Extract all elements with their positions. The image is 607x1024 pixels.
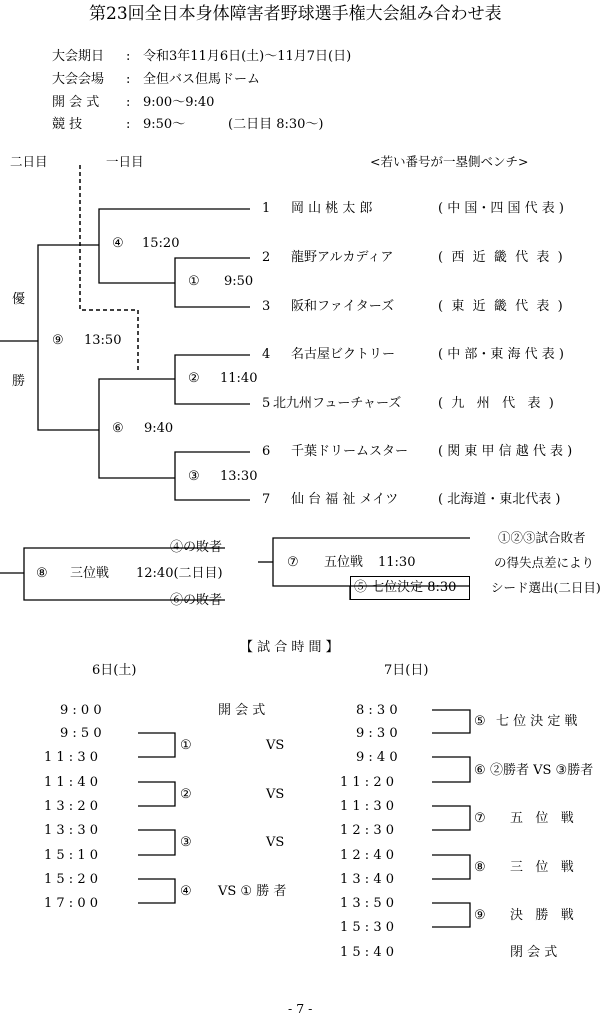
day2-game-desc: ②勝者 VS ③勝者 bbox=[490, 763, 594, 778]
team-number: 3 bbox=[262, 299, 271, 314]
day2-game-id: ⑦ bbox=[474, 811, 486, 826]
day1-game-desc: VS bbox=[266, 738, 285, 753]
game-id: ② bbox=[188, 371, 200, 386]
time-slot: 1 1 : 4 0 bbox=[44, 775, 98, 790]
info-value-play: 9:50〜 bbox=[143, 117, 186, 132]
info-label-opening: 開 会 式 bbox=[52, 95, 100, 110]
time-slot: 1 5 : 3 0 bbox=[340, 920, 394, 935]
time-slot: 1 3 : 4 0 bbox=[340, 872, 394, 887]
game-id: ③ bbox=[188, 469, 200, 484]
third-place-time: 12:40(二日目) bbox=[136, 566, 223, 581]
team-number: 4 bbox=[262, 347, 271, 362]
day1-game-desc: VS ① 勝 者 bbox=[218, 884, 287, 899]
time-slot: 1 7 : 0 0 bbox=[44, 896, 98, 911]
time-slot: 8 : 3 0 bbox=[356, 703, 398, 718]
info-colon: : bbox=[126, 72, 131, 87]
team-name: 千葉ドリームスター bbox=[291, 444, 409, 459]
day2-game-desc: 五 位 戦 bbox=[510, 811, 574, 826]
team-number: 1 bbox=[262, 201, 271, 216]
day1-label: 一日目 bbox=[106, 154, 144, 169]
bench-note: <若い番号が一塁側ベンチ> bbox=[370, 154, 529, 169]
time-slot: 1 2 : 3 0 bbox=[340, 823, 394, 838]
info-value-opening: 9:00〜9:40 bbox=[143, 95, 215, 110]
team-region: ( 中 国・四 国 代 表 ) bbox=[438, 201, 564, 216]
info-value-dates: 令和3年11月6日(土)〜11月7日(日) bbox=[143, 49, 352, 64]
day1-game-id: ② bbox=[180, 787, 192, 802]
team-name: 岡 山 桃 太 郎 bbox=[291, 201, 373, 216]
team-region: ( 西 近 畿 代 表 ) bbox=[438, 250, 563, 265]
game-time: 9:40 bbox=[144, 421, 174, 436]
closing-ceremony: 閉 会 式 bbox=[510, 945, 558, 960]
game-time: 13:50 bbox=[84, 333, 122, 348]
opening-ceremony: 開 会 式 bbox=[218, 703, 266, 718]
info-colon: : bbox=[126, 95, 131, 110]
game-time: 11:40 bbox=[220, 371, 258, 386]
time-slot: 1 2 : 4 0 bbox=[340, 848, 394, 863]
day2-game-desc: 決 勝 戦 bbox=[510, 908, 574, 923]
game-id: ⑥ bbox=[112, 421, 124, 436]
team-number: 5 bbox=[262, 396, 271, 411]
team-number: 2 bbox=[262, 250, 271, 265]
fifth-place-time: 11:30 bbox=[378, 555, 416, 570]
day2-game-desc: 三 位 戦 bbox=[510, 860, 574, 875]
team-name: 仙 台 福 祉 メイツ bbox=[291, 492, 399, 507]
info-colon: : bbox=[126, 117, 131, 132]
schedule-heading: 【 試 合 時 間 】 bbox=[240, 640, 339, 655]
team-name: 北九州フューチャーズ bbox=[273, 396, 402, 411]
game-time: 13:30 bbox=[220, 469, 258, 484]
day2-game-id: ⑥ bbox=[474, 763, 486, 778]
third-place-top: ④の敗者 bbox=[170, 540, 223, 555]
day2-game-id: ⑨ bbox=[474, 908, 486, 923]
day1-game-id: ① bbox=[180, 738, 192, 753]
team-region: ( 関 東 甲 信 越 代 表 ) bbox=[438, 444, 573, 459]
time-slot: 9 : 3 0 bbox=[356, 726, 398, 741]
time-slot: 9 : 0 0 bbox=[60, 703, 102, 718]
game-time: 9:50 bbox=[224, 274, 254, 289]
third-place-bottom: ⑥の敗者 bbox=[170, 593, 223, 608]
time-slot: 9 : 4 0 bbox=[356, 750, 398, 765]
fifth-place-label: 五位戦 bbox=[324, 555, 364, 570]
team-region: ( 中 部・東 海 代 表 ) bbox=[438, 347, 564, 362]
info-value-venue: 全但バス但馬ドーム bbox=[143, 72, 261, 87]
seed-note: シード選出(二日目) bbox=[491, 580, 601, 595]
info-value-play-day2: (二日目 8:30〜) bbox=[228, 117, 324, 132]
seed-note: の得失点差により bbox=[494, 555, 595, 570]
day2-game-desc: 七 位 決 定 戦 bbox=[496, 714, 578, 729]
time-slot: 9 : 5 0 bbox=[60, 726, 102, 741]
team-region: ( 北海道・東北代表 ) bbox=[438, 492, 561, 507]
day1-schedule-label: 6日(土) bbox=[92, 663, 137, 678]
info-label-dates: 大会期日 bbox=[52, 49, 105, 64]
champion-label-bottom: 勝 bbox=[12, 374, 26, 389]
day1-game-id: ③ bbox=[180, 835, 192, 850]
third-place-label: 三位戦 bbox=[70, 566, 110, 581]
time-slot: 1 1 : 3 0 bbox=[44, 750, 98, 765]
time-slot: 1 5 : 1 0 bbox=[44, 848, 98, 863]
team-region: ( 東 近 畿 代 表 ) bbox=[438, 299, 563, 314]
game-id: ④ bbox=[112, 236, 124, 251]
team-number: 6 bbox=[262, 444, 271, 459]
day2-game-id: ⑤ bbox=[474, 714, 486, 729]
day2-schedule-label: 7日(日) bbox=[384, 663, 429, 678]
time-slot: 1 1 : 2 0 bbox=[340, 775, 394, 790]
third-place-id: ⑧ bbox=[36, 566, 48, 581]
team-name: 阪和ファイターズ bbox=[291, 299, 395, 314]
day2-label: 二日目 bbox=[10, 154, 48, 169]
team-region: ( 九 州 代 表 ) bbox=[438, 396, 554, 411]
team-name: 名古屋ビクトリー bbox=[291, 347, 396, 362]
page-title: 第23回全日本身体障害者野球選手権大会組み合わせ表 bbox=[89, 4, 502, 24]
time-slot: 1 3 : 3 0 bbox=[44, 823, 98, 838]
fifth-place-id: ⑦ bbox=[287, 555, 299, 570]
game-id: ① bbox=[188, 274, 200, 289]
game-time: 15:20 bbox=[142, 236, 180, 251]
info-label-play: 競 技 bbox=[52, 117, 83, 132]
team-number: 7 bbox=[262, 492, 271, 507]
seed-note: ①②③試合敗者 bbox=[498, 530, 586, 545]
seventh-place-label: ⑤ 七位決定 8:30 bbox=[354, 580, 457, 595]
day1-game-desc: VS bbox=[266, 835, 285, 850]
time-slot: 1 3 : 2 0 bbox=[44, 799, 98, 814]
day2-game-id: ⑧ bbox=[474, 860, 486, 875]
page-number: - 7 - bbox=[288, 1001, 313, 1016]
time-slot: 1 5 : 4 0 bbox=[340, 945, 394, 960]
time-slot: 1 1 : 3 0 bbox=[340, 799, 394, 814]
game-id: ⑨ bbox=[52, 333, 64, 348]
day1-game-id: ④ bbox=[180, 884, 192, 899]
time-slot: 1 3 : 5 0 bbox=[340, 896, 394, 911]
champion-label-top: 優 bbox=[12, 292, 26, 307]
info-colon: : bbox=[126, 49, 131, 64]
day1-game-desc: VS bbox=[266, 787, 285, 802]
team-name: 龍野アルカディア bbox=[291, 250, 394, 265]
info-label-venue: 大会会場 bbox=[52, 72, 105, 87]
time-slot: 1 5 : 2 0 bbox=[44, 872, 98, 887]
